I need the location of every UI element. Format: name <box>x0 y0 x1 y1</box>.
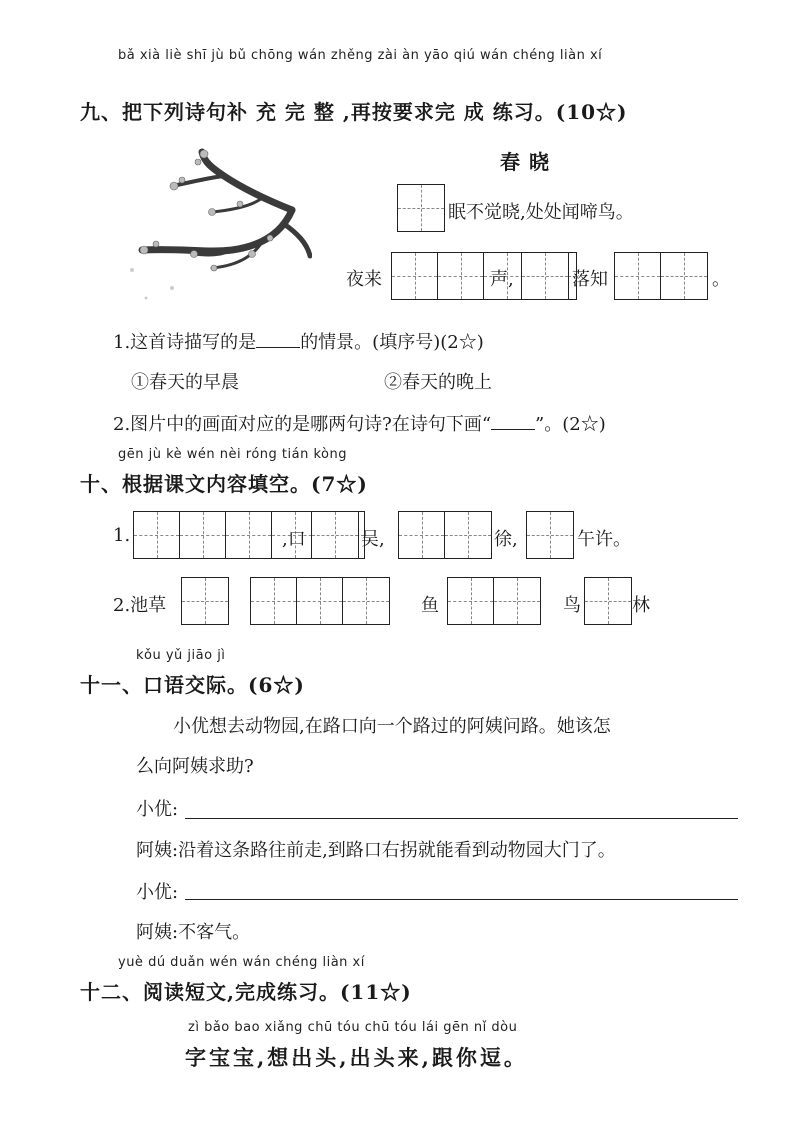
q10-row1-grid-b[interactable] <box>311 511 359 559</box>
q9-pinyin: bǎ xià liè shī jù bǔ chōng wán zhěng zài àn yāo qiú wán chéng liàn xí <box>118 48 603 63</box>
q12-poem-line: 字宝宝,想出头,出头来,跟你逗。 <box>185 1045 528 1070</box>
q10-row2-prefix: 2.池草 <box>113 595 167 616</box>
sub1-blank[interactable] <box>256 347 300 348</box>
q11-paragraph-line2: 么向阿姨求助? <box>136 756 254 777</box>
dialog-xiaoyou-2-label: 小优: <box>136 882 179 903</box>
q10-pinyin: gēn jù kè wén nèi róng tián kòng <box>118 447 347 462</box>
poem-line2-mid1: 声, <box>490 269 514 290</box>
poem-line2-mid2: 落知 <box>572 269 608 290</box>
poem-line1-grid[interactable] <box>397 184 445 232</box>
dialog-xiaoyou-2-answer-line[interactable] <box>185 899 738 900</box>
q10-row2-grid-d[interactable] <box>584 577 632 625</box>
q10-row1-grid-c[interactable] <box>398 511 492 559</box>
q10-row2-text-c: 林 <box>632 595 650 616</box>
q9-sub2: 2.图片中的画面对应的是哪两句诗?在诗句下画“ ”。(2☆) <box>113 414 606 435</box>
q9-heading: 九、把下列诗句补 充 完 整 ,再按要求完 成 练习。(10☆) <box>80 100 628 124</box>
dialog-ayi-2: 阿姨:不客气。 <box>136 922 251 943</box>
q10-row2-grid-a[interactable] <box>181 577 229 625</box>
q9-option-1: ①春天的早晨 <box>131 372 239 393</box>
q10-row1-text-d: 午许。 <box>577 529 631 550</box>
q12-heading: 十二、阅读短文,完成练习。(11☆) <box>80 980 412 1004</box>
q10-heading: 十、根据课文内容填空。(7☆) <box>80 472 368 496</box>
q10-row2-text-b: 鸟 <box>563 595 581 616</box>
dialog-ayi-1: 阿姨:沿着这条路往前走,到路口右拐就能看到动物园大门了。 <box>136 840 616 861</box>
dialog-xiaoyou-1-label: 小优: <box>136 799 179 820</box>
q9-sub1: 1.这首诗描写的是 的情景。(填序号)(2☆) <box>113 332 484 353</box>
q10-row1-grid-d[interactable] <box>526 511 574 559</box>
q11-pinyin: kǒu yǔ jiāo jì <box>136 648 226 663</box>
q10-row1-text-a: ,口 <box>282 529 306 550</box>
sub2-blank <box>491 429 535 430</box>
q10-row1-text-b: 吴, <box>361 529 385 550</box>
poem-line2-prefix: 夜来 <box>346 269 382 290</box>
q10-row1-text-c: 徐, <box>494 529 518 550</box>
poem-line2-grid-c[interactable] <box>614 252 708 300</box>
q10-row1-number: 1. <box>113 525 131 546</box>
q11-paragraph-line1: 小优想去动物园,在路口向一个路过的阿姨问路。她该怎 <box>173 716 611 737</box>
q10-row2-grid-b[interactable] <box>250 577 390 625</box>
q10-row2-text-a: 鱼 <box>421 595 439 616</box>
q12-pinyin: yuè dú duǎn wén wán chéng liàn xí <box>118 955 365 970</box>
dialog-xiaoyou-1-answer-line[interactable] <box>185 818 738 819</box>
plum-branch-illustration <box>112 138 312 308</box>
poem-line2-grid-b[interactable] <box>521 252 569 300</box>
q9-option-2: ②春天的晚上 <box>384 372 492 393</box>
q12-poem-pinyin: zì bǎo bao xiǎng chū tóu chū tóu lái gēn nǐ dòu <box>188 1020 518 1035</box>
poem-line1-text: 眠不觉晓,处处闻啼鸟。 <box>448 202 634 223</box>
poem-line2-end: 。 <box>712 269 730 290</box>
q10-row2-grid-c[interactable] <box>447 577 541 625</box>
q11-heading: 十一、口语交际。(6☆) <box>80 673 305 697</box>
poem-title: 春 晓 <box>500 150 550 174</box>
